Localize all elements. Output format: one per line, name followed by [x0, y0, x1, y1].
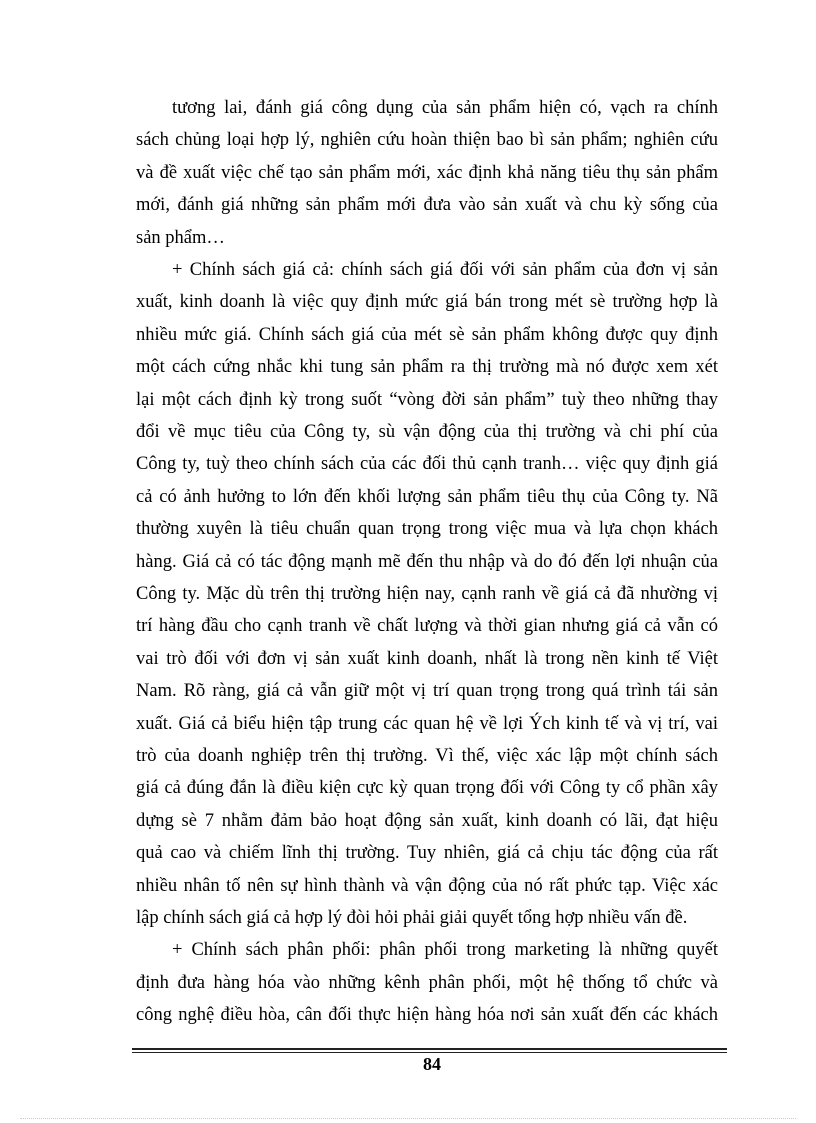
text-line: Nam. Rõ ràng, giá cả vẫn giữ một vị trí quan trọng trong quá trình tái sản — [136, 681, 718, 702]
text-line: Công ty. Mặc dù trên thị trường hiện nay, cạnh ranh về giá cả đã nhường vị — [136, 584, 718, 604]
text-line: đổi về mục tiêu của Công ty, sù vận động của thị trường và chi phí của — [136, 422, 718, 442]
text-line: định đưa hàng hóa vào những kênh phân phối, một hệ thống tổ chức và — [136, 972, 718, 993]
page-boundary — [20, 1118, 796, 1119]
text-line: mới, đánh giá những sản phẩm mới đưa vào sản xuất và chu kỳ sống của — [136, 195, 718, 216]
text-line: sách chủng loại hợp lý, nghiên cứu hoàn thiện bao bì sản phẩm; nghiên cứu — [136, 130, 718, 151]
text-line: một cách cứng nhắc khi tung sản phẩm ra thị trường mà nó được xem xét — [136, 357, 718, 378]
text-line: tương lai, đánh giá công dụng của sản phẩm hiện có, vạch ra chính — [172, 98, 718, 118]
text-line: + Chính sách phân phối: phân phối trong marketing là những quyết — [172, 940, 718, 961]
text-line: xuất, kinh doanh là việc quy định mức giá bán trong mét sè trường hợp là — [136, 292, 718, 313]
text-line: cả có ảnh hưởng to lớn đến khối lượng sản phẩm tiêu thụ của Công ty. Nã — [136, 486, 718, 507]
text-line: nhiều mức giá. Chính sách giá của mét sè sản phẩm không được quy định — [136, 324, 718, 345]
text-line: nhiều nhân tố nên sự hình thành và vận động của nó rất phức tạp. Việc xác — [136, 875, 718, 896]
page-number: 84 — [423, 1054, 441, 1074]
text-line: lập chính sách giá cả hợp lý đòi hỏi phải giải quyết tổng hợp nhiều vấn đề. — [136, 908, 688, 928]
text-line: thường xuyên là tiêu chuẩn quan trọng trong việc mua và lựa chọn khách — [136, 519, 718, 540]
text-line: công nghệ điều hòa, cân đối thực hiện hàng hóa nơi sản xuất đến các khách — [136, 1005, 718, 1026]
text-line: giá cả đúng đắn là điều kiện cực kỳ quan trọng đối với Công ty cổ phần xây — [136, 778, 718, 799]
footer-rule — [132, 1048, 727, 1053]
text-line: sản phẩm… — [136, 227, 225, 248]
text-line: + Chính sách giá cả: chính sách giá đối với sản phẩm của đơn vị sản — [172, 260, 718, 280]
text-line: trí hàng đầu cho cạnh tranh về chất lượng và thời gian nhưng giá cả vẫn có — [136, 616, 718, 637]
text-line: quả cao và chiếm lĩnh thị trường. Tuy nhiên, giá cả chịu tác động của rất — [136, 843, 718, 864]
text-line: và đề xuất việc chế tạo sản phẩm mới, xác định khả năng tiêu thụ sản phẩm — [136, 162, 718, 183]
text-line: trò của doanh nghiệp trên thị trường. Vì thế, việc xác lập một chính sách — [136, 746, 718, 766]
text-line: vai trò đối với đơn vị sản xuất kinh doanh, nhất là trong nền kinh tế Việt — [136, 648, 718, 669]
text-line: Công ty, tuỳ theo chính sách của các đối thủ cạnh tranh… việc quy định giá — [136, 454, 718, 475]
text-line: xuất. Giá cả biểu hiện tập trung các quan hệ về lợi Ých kinh tế và vị trí, vai — [136, 713, 718, 734]
text-line: dựng sè 7 nhằm đảm bảo hoạt động sản xuất, kinh doanh có lãi, đạt hiệu — [136, 810, 718, 831]
text-line: hàng. Giá cả có tác động mạnh mẽ đến thu nhập và do đó đến lợi nhuận của — [136, 551, 718, 572]
text-line: lại một cách định kỳ trong suốt “vòng đời sản phẩm” tuỳ theo những thay — [136, 389, 718, 410]
